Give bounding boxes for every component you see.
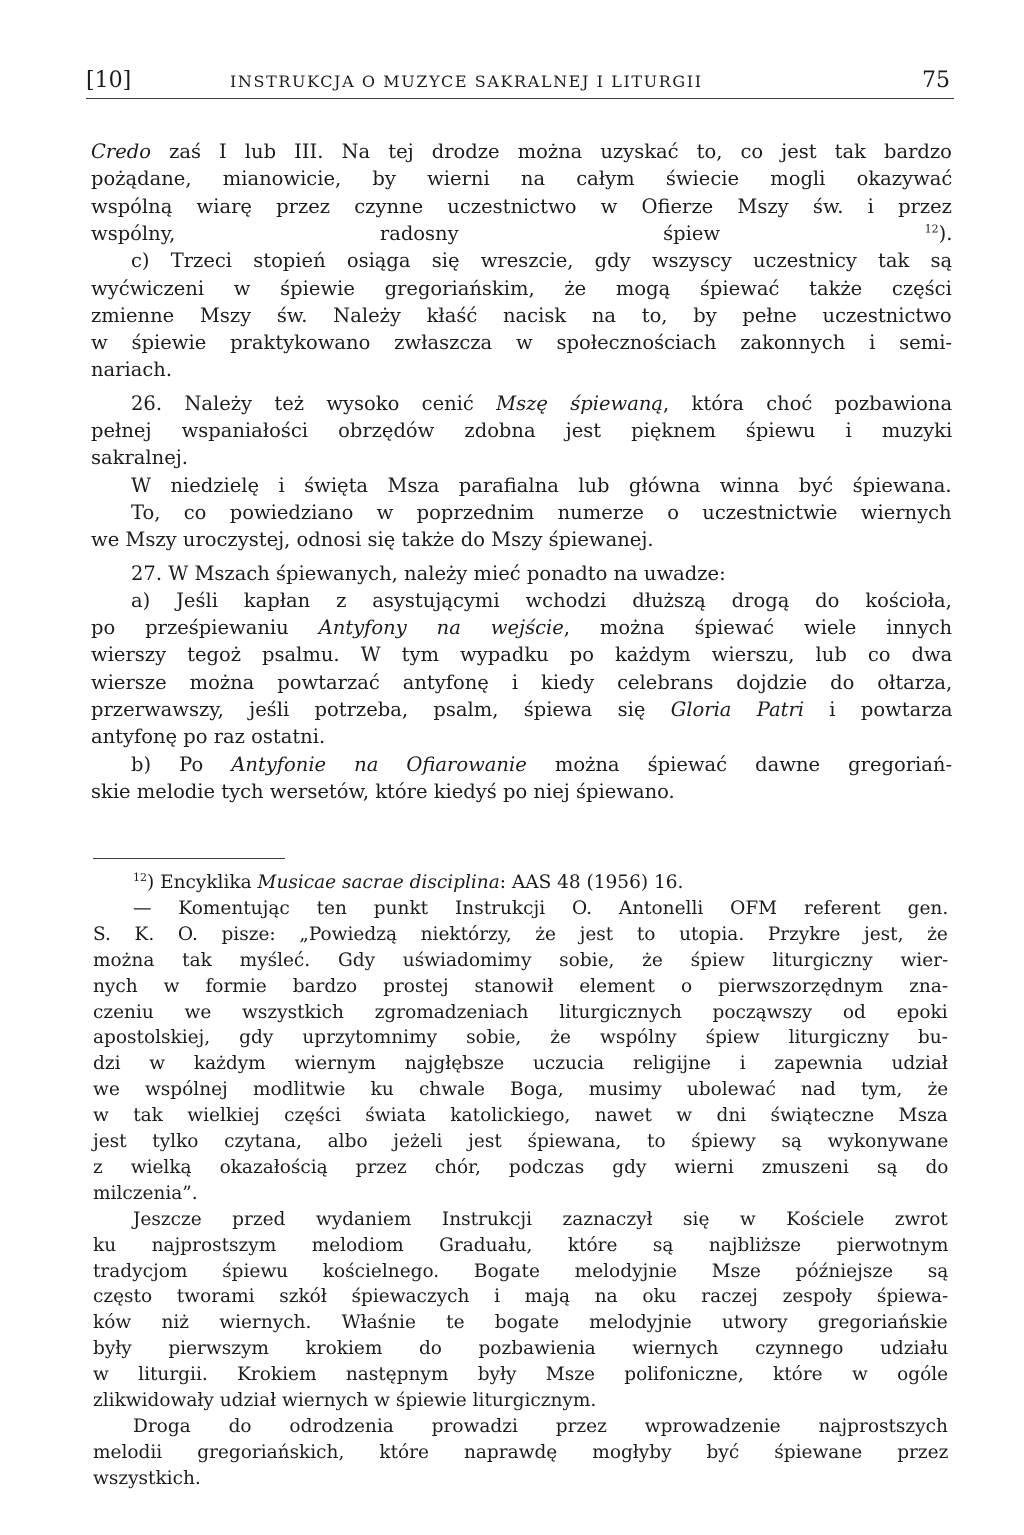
footnote-line — [93, 1261, 948, 1282]
body-line — [91, 698, 952, 721]
footnote-line — [93, 1235, 948, 1256]
body-line — [91, 780, 675, 803]
footnote-line — [93, 1442, 948, 1463]
text-run: Jeszcze przed wydaniem Instrukcji zaznaczył się w Kościele zwrot — [133, 1208, 948, 1230]
text-run: nych w formie bardzo prostej stanowił element o pierwszorzędnym zna- — [93, 975, 949, 997]
body-line — [91, 643, 952, 666]
text-run: w śpiewie praktykowano zwłaszcza w społecznościach zakonnych i semi- — [91, 331, 953, 355]
text-run: W niedzielę i święta Msza parafialna lub główna winna być śpiewana. — [131, 473, 952, 497]
text-run: wiersze można powtarzać antyfonę i kiedy celebrans dojdzie do ołtarza, — [91, 670, 953, 694]
text-run: c) Trzeci stopień osiąga się wreszcie, gdy wszyscy uczestnicy tak są — [131, 249, 953, 273]
footnote-line — [93, 1338, 948, 1359]
text-run: z wielką okazałością przez chór, podczas gdy wierni zmuszeni są do — [93, 1156, 949, 1178]
page-number: 75 — [922, 68, 950, 93]
text-run: ku najprostszym melodiom Graduału, które są najbliższe pierwotnym — [93, 1234, 949, 1256]
text-run: można tak myśleć. Gdy uświadomimy sobie, że śpiew liturgiczny wier- — [93, 949, 949, 971]
italic-text: Antyfony na wejście — [318, 616, 564, 640]
body-line — [131, 501, 952, 524]
text-run: ). — [938, 221, 953, 245]
text-run: , można śpiewać wiele innych — [563, 616, 953, 640]
text-run: jest tylko czytana, albo jeżeli jest śpiewana, to śpiewy są wykonywane — [93, 1131, 949, 1152]
footnote-line — [93, 1053, 948, 1074]
text-run: — Komentując ten punkt Instrukcji O. Antonelli OFM referent gen. — [133, 897, 949, 919]
text-run: były pierwszym krokiem do pozbawienia wiernych czynnego udziału — [93, 1338, 949, 1360]
running-header — [86, 64, 954, 99]
footnote-line — [93, 976, 948, 997]
text-run: po prześpiewaniu — [91, 616, 319, 640]
text-run: 27. W Mszach śpiewanych, należy mieć ponadto na uwadze: — [131, 561, 726, 585]
body-line — [91, 419, 952, 442]
footnote-line — [93, 1131, 948, 1152]
text-run: nariach. — [91, 358, 173, 382]
text-run: melodii gregoriańskich, które naprawdę mogłyby być śpiewane przez — [93, 1441, 949, 1463]
text-run: apostolskiej, gdy uprzytomnimy sobie, że wspólny śpiew liturgiczny bu- — [93, 1027, 948, 1049]
body-line — [91, 304, 952, 327]
footnote-line — [93, 1027, 948, 1048]
footnote-ref: 12 — [924, 222, 939, 236]
body-line — [91, 331, 952, 354]
text-run: często tworami szkół śpiewaczych i mają na oku raczej zespoły śpiewa- — [93, 1286, 949, 1308]
text-run: milczenia”. — [93, 1182, 198, 1204]
italic-text: Gloria Patri — [670, 698, 804, 721]
footnote-line — [93, 1390, 596, 1411]
text-run: pełnej wspaniałości obrzędów zdobna jest pięknem śpiewu i muzyki — [91, 419, 953, 442]
text-run: To, co powiedziano w poprzednim numerze o uczestnictwie wiernych — [131, 500, 952, 524]
text-run: ) Encyklika — [147, 872, 258, 893]
body-line — [91, 167, 952, 190]
footnote-line — [93, 1312, 948, 1333]
footnote-line — [133, 1209, 948, 1230]
text-run: we wspólnej modlitwie ku chwale Boga, musimy ubolewać nad tym, że — [93, 1079, 949, 1101]
footnote-ref: 12 — [133, 870, 147, 884]
text-run: , która choć pozbawiona — [663, 391, 953, 415]
footnote-line — [133, 872, 683, 893]
text-run: wierszy tegoż psalmu. W tym wypadku po każdym wierszu, lub co dwa — [91, 643, 953, 667]
body-line — [131, 249, 952, 272]
text-run: i powtarza — [804, 698, 953, 721]
body-line — [91, 222, 952, 245]
text-run: zmienne Mszy św. Należy kłaść nacisk na to, by pełne uczestnictwo — [91, 303, 952, 327]
footnote-line — [93, 1364, 948, 1385]
body-line — [131, 392, 952, 415]
text-run: zaś I lub III. Na tej drodze można uzyskać to, co jest tak bardzo — [151, 140, 952, 163]
text-run: ków niż wiernych. Właśnie te bogate melodyjnie utwory gregoriańskie — [93, 1312, 948, 1334]
text-run: a) Jeśli kapłan z asystującymi wchodzi dłuższą drogą do kościoła, — [131, 588, 952, 612]
text-run: sakralnej. — [91, 446, 188, 470]
body-line — [91, 277, 952, 300]
footnote-line — [93, 1286, 948, 1307]
text-run: b) Po — [131, 752, 232, 776]
text-run: tradycjom śpiewu kościelnego. Bogate melodyjnie Msze późniejsze są — [93, 1260, 949, 1282]
text-run: zlikwidowały udział wiernych w śpiewie liturgicznym. — [93, 1390, 597, 1411]
footnote-line — [133, 1416, 948, 1437]
italic-text: Mszę śpiewaną — [496, 391, 664, 415]
text-run: w liturgii. Krokiem następnym były Msze polifoniczne, które w ogóle — [93, 1364, 949, 1386]
text-run: we Mszy uroczystej, odnosi się także do Mszy śpiewanej. — [91, 528, 654, 552]
text-run: Droga do odrodzenia prowadzi przez wprowadzenie najprostszych — [133, 1415, 948, 1437]
body-line — [91, 446, 188, 469]
text-run: wszystkich. — [93, 1467, 201, 1489]
text-run: czeniu we wszystkich zgromadzeniach liturgicznych począwszy od epoki — [93, 1001, 948, 1023]
body-line — [91, 140, 952, 163]
footnote-line — [93, 1468, 201, 1489]
text-run: S. K. O. pisze: „Powiedzą niektórzy, że jest to utopia. Przykre jest, że — [93, 923, 948, 945]
body-line — [91, 725, 325, 748]
body-line — [91, 195, 952, 218]
body-line — [91, 616, 952, 639]
text-run: skie melodie tych wersetów, które kiedyś po niej śpiewano. — [91, 779, 675, 803]
body-line — [131, 562, 726, 585]
body-line — [131, 589, 952, 612]
section-number: [10] — [86, 68, 132, 93]
body-line — [91, 528, 654, 551]
footnote-line — [93, 1079, 948, 1100]
text-run: : AAS 48 (1956) 16. — [499, 872, 684, 893]
footnote-line — [93, 924, 948, 945]
text-run: pożądane, mianowicie, by wierni na całym świecie mogli okazywać — [91, 167, 953, 191]
text-run: przerwawszy, jeśli potrzeba, psalm, śpiewa się — [91, 698, 671, 721]
footnote-line — [93, 1105, 948, 1126]
footnote-line — [93, 1183, 198, 1204]
text-run: w tak wielkiej części świata katolickiego, nawet w dni świąteczne Msza — [93, 1105, 948, 1127]
footnote-line — [93, 950, 948, 971]
body-line — [91, 671, 952, 694]
text-run: dzi w każdym wiernym najgłębsze uczucia religijne i zapewnia udział — [93, 1053, 948, 1075]
text-run: wspólną wiarę przez czynne uczestnictwo w Ofierze Mszy św. i przez — [91, 194, 952, 218]
body-line — [131, 753, 952, 776]
text-run: antyfonę po raz ostatni. — [91, 725, 326, 749]
italic-text: Musicae sacrae disciplina — [257, 872, 500, 893]
footnote-line — [93, 1002, 948, 1023]
body-line — [91, 358, 172, 381]
text-run: wspólny, radosny śpiew — [91, 221, 925, 245]
body-line — [131, 474, 952, 497]
text-run: można śpiewać dawne gregoriań- — [526, 752, 953, 776]
italic-text: Antyfonie na Ofiarowanie — [231, 752, 527, 776]
text-run: wyćwiczeni w śpiewie gregoriańskim, że mogą śpiewać także części — [91, 276, 952, 300]
footnote-separator — [93, 858, 285, 859]
footnote-line — [93, 1157, 948, 1178]
footnote-line — [133, 898, 948, 919]
running-title: INSTRUKCJA O MUZYCE SAKRALNEJ I LITURGII — [230, 72, 703, 91]
text-run: 26. Należy też wysoko cenić — [131, 391, 497, 415]
italic-text: Credo — [91, 140, 152, 163]
